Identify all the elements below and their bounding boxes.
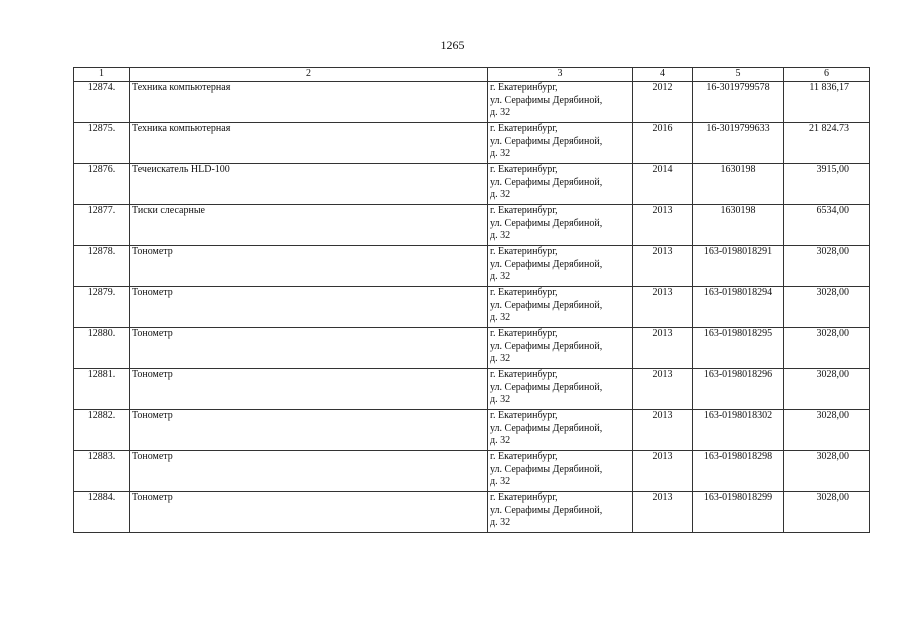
- column-header-3: 3: [488, 68, 633, 82]
- item-cost: 3915,00: [784, 164, 870, 205]
- page-number: 1265: [440, 38, 465, 52]
- address-line: д. 32: [490, 476, 511, 487]
- row-number: 12876.: [74, 164, 130, 205]
- address-line: д. 32: [490, 394, 511, 405]
- item-name: Тонометр: [130, 246, 488, 287]
- item-address: [488, 410, 633, 451]
- item-name: Техника компьютерная: [130, 123, 488, 164]
- address-line: ул. Серафимы Дерябиной,: [490, 504, 603, 516]
- address-line: ул. Серафимы Дерябиной,: [490, 299, 603, 311]
- item-address: [488, 246, 633, 287]
- row-number: 12879.: [74, 287, 130, 328]
- address-line: ул. Серафимы Дерябиной,: [490, 217, 603, 229]
- column-header-5: 5: [693, 68, 784, 82]
- address-line: ул. Серафимы Дерябиной,: [490, 422, 603, 434]
- address-line: г. Екатеринбург,: [490, 451, 558, 462]
- table-row: [74, 164, 870, 205]
- inventory-number: 163-0198018299: [693, 492, 784, 533]
- item-cost: 6534,00: [784, 205, 870, 246]
- address-line: д. 32: [490, 353, 511, 364]
- item-cost: 21 824.73: [784, 123, 870, 164]
- address-line: д. 32: [490, 517, 511, 528]
- row-number: 12878.: [74, 246, 130, 287]
- item-year: 2013: [633, 328, 693, 369]
- row-number: 12877.: [74, 205, 130, 246]
- table-row: [74, 451, 870, 492]
- address-line: д. 32: [490, 148, 511, 159]
- item-cost: 3028,00: [784, 410, 870, 451]
- table-row: [74, 492, 870, 533]
- item-name: Тонометр: [130, 328, 488, 369]
- item-address: [488, 123, 633, 164]
- item-address: [488, 369, 633, 410]
- column-header-4: 4: [633, 68, 693, 82]
- item-year: 2013: [633, 451, 693, 492]
- address-line: г. Екатеринбург,: [490, 369, 558, 380]
- item-address: [488, 287, 633, 328]
- address-line: ул. Серафимы Дерябиной,: [490, 94, 603, 106]
- table-body: [74, 82, 870, 533]
- address-line: г. Екатеринбург,: [490, 328, 558, 339]
- address-line: ул. Серафимы Дерябиной,: [490, 463, 603, 475]
- address-line: г. Екатеринбург,: [490, 246, 558, 257]
- table-row: [74, 205, 870, 246]
- item-year: 2016: [633, 123, 693, 164]
- item-cost: 3028,00: [784, 246, 870, 287]
- address-line: г. Екатеринбург,: [490, 410, 558, 421]
- table-row: [74, 328, 870, 369]
- item-name: Техника компьютерная: [130, 82, 488, 123]
- address-line: г. Екатеринбург,: [490, 164, 558, 175]
- item-address: [488, 164, 633, 205]
- column-header-6: 6: [784, 68, 870, 82]
- row-number: 12882.: [74, 410, 130, 451]
- address-line: ул. Серафимы Дерябиной,: [490, 258, 603, 270]
- address-line: ул. Серафимы Дерябиной,: [490, 135, 603, 147]
- table-row: [74, 369, 870, 410]
- inventory-number: 163-0198018294: [693, 287, 784, 328]
- item-cost: 3028,00: [784, 451, 870, 492]
- address-line: д. 32: [490, 271, 511, 282]
- item-year: 2013: [633, 287, 693, 328]
- item-year: 2013: [633, 410, 693, 451]
- item-cost: 3028,00: [784, 369, 870, 410]
- row-number: 12875.: [74, 123, 130, 164]
- address-line: д. 32: [490, 230, 511, 241]
- inventory-number: 163-0198018296: [693, 369, 784, 410]
- inventory-number: 16-3019799578: [693, 82, 784, 123]
- row-number: 12874.: [74, 82, 130, 123]
- address-line: д. 32: [490, 312, 511, 323]
- address-line: ул. Серафимы Дерябиной,: [490, 340, 603, 352]
- address-line: г. Екатеринбург,: [490, 205, 558, 216]
- item-year: 2013: [633, 205, 693, 246]
- item-name: Тиски слесарные: [130, 205, 488, 246]
- address-line: г. Екатеринбург,: [490, 287, 558, 298]
- item-address: [488, 205, 633, 246]
- item-name: Тонометр: [130, 287, 488, 328]
- item-name: Тонометр: [130, 410, 488, 451]
- row-number: 12880.: [74, 328, 130, 369]
- address-line: г. Екатеринбург,: [490, 492, 558, 503]
- address-line: ул. Серафимы Дерябиной,: [490, 381, 603, 393]
- item-name: Тонометр: [130, 492, 488, 533]
- table-row: [74, 82, 870, 123]
- item-address: [488, 492, 633, 533]
- table-row: [74, 410, 870, 451]
- table-row: [74, 246, 870, 287]
- inventory-number: 1630198: [693, 164, 784, 205]
- address-line: д. 32: [490, 435, 511, 446]
- item-name: Течеискатель HLD-100: [130, 164, 488, 205]
- inventory-number: 163-0198018298: [693, 451, 784, 492]
- column-header-1: 1: [74, 68, 130, 82]
- item-address: [488, 82, 633, 123]
- item-year: 2013: [633, 492, 693, 533]
- item-name: Тонометр: [130, 369, 488, 410]
- item-cost: 11 836,17: [784, 82, 870, 123]
- row-number: 12884.: [74, 492, 130, 533]
- address-line: г. Екатеринбург,: [490, 82, 558, 93]
- item-year: 2013: [633, 369, 693, 410]
- inventory-number: 1630198: [693, 205, 784, 246]
- item-cost: 3028,00: [784, 492, 870, 533]
- item-cost: 3028,00: [784, 287, 870, 328]
- table-row: [74, 123, 870, 164]
- row-number: 12883.: [74, 451, 130, 492]
- property-registry-table: [73, 67, 870, 533]
- item-cost: 3028,00: [784, 328, 870, 369]
- column-header-2: 2: [130, 68, 488, 82]
- row-number: 12881.: [74, 369, 130, 410]
- item-year: 2014: [633, 164, 693, 205]
- item-year: 2012: [633, 82, 693, 123]
- item-name: Тонометр: [130, 451, 488, 492]
- inventory-number: 163-0198018291: [693, 246, 784, 287]
- address-line: д. 32: [490, 189, 511, 200]
- inventory-number: 16-3019799633: [693, 123, 784, 164]
- address-line: г. Екатеринбург,: [490, 123, 558, 134]
- header-row: [74, 68, 870, 82]
- address-line: ул. Серафимы Дерябиной,: [490, 176, 603, 188]
- item-address: [488, 451, 633, 492]
- address-line: д. 32: [490, 107, 511, 118]
- item-address: [488, 328, 633, 369]
- item-year: 2013: [633, 246, 693, 287]
- inventory-number: 163-0198018302: [693, 410, 784, 451]
- inventory-number: 163-0198018295: [693, 328, 784, 369]
- table-row: [74, 287, 870, 328]
